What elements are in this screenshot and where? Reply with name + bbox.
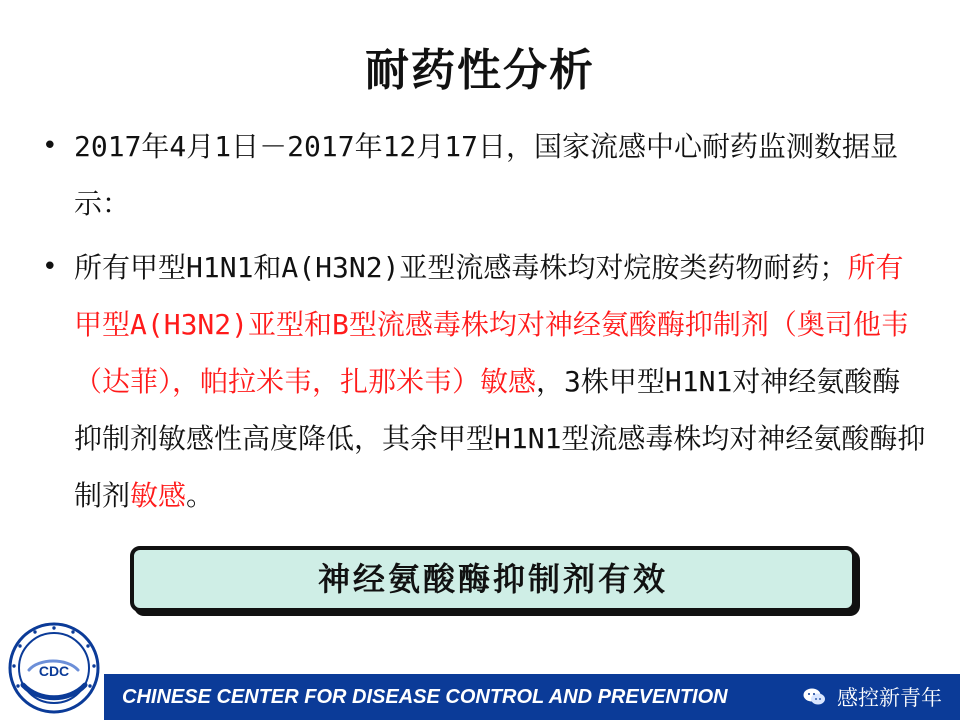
footer-bar bbox=[104, 674, 960, 720]
bullet-segment: ，3株甲型H1N1对神经氨酸酶抑制剂敏感性高度降低，其余甲型H1N1型流感毒株均对神经氨酸酶抑制剂 bbox=[74, 365, 926, 512]
bullet-list bbox=[34, 118, 926, 524]
bullet-segment: 所有甲型H1N1和A(H3N2)亚型流感毒株均对烷胺类药物耐药； bbox=[74, 251, 848, 284]
cdc-logo bbox=[4, 618, 104, 718]
bullet-dot: • bbox=[42, 131, 58, 161]
wechat-badge bbox=[801, 674, 942, 720]
callout-box bbox=[130, 546, 856, 612]
bullet-item bbox=[34, 239, 926, 524]
bullet-segment: 2017年4月1日－2017年12月17日，国家流感中心耐药监测数据显示： bbox=[74, 130, 899, 220]
bullet-segment: 。 bbox=[186, 479, 215, 512]
account-name: 感控新青年 bbox=[837, 686, 942, 710]
wechat-icon bbox=[801, 685, 829, 709]
highlight-segment: 敏感 bbox=[130, 479, 187, 512]
slide-title: 耐药性分析 bbox=[365, 45, 595, 96]
logo-text: CDC bbox=[38, 663, 70, 679]
highlight-segment: 所有甲型A(H3N2)亚型和B型流感毒株均对神经氨酸酶抑制剂（奥司他韦（达菲），帕拉米韦，扎那米韦）敏感 bbox=[74, 251, 909, 398]
org-name: CHINESE CENTER FOR DISEASE CONTROL AND PREVENTION bbox=[122, 686, 728, 708]
bullet-item bbox=[34, 118, 926, 232]
bullet-dot: • bbox=[42, 252, 58, 282]
callout-text: 神经氨酸酶抑制剂有效 bbox=[317, 560, 668, 598]
